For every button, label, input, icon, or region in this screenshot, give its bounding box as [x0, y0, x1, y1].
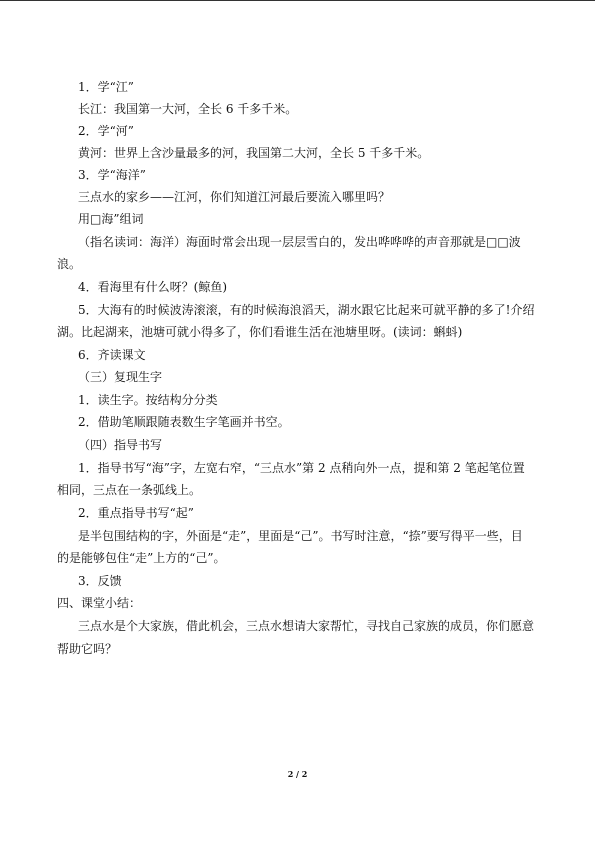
paragraph-line: 四、课堂小结： — [57, 596, 142, 610]
paragraph-line: 2．学“河” — [78, 124, 134, 138]
paragraph-line: （四）指导书写 — [78, 438, 163, 452]
paragraph-line: 1．读生字。按结构分分类 — [78, 393, 218, 407]
paragraph-line: 的是能够包住“走”上方的“己”。 — [57, 551, 226, 565]
paragraph-line: 是半包围结构的字，外面是“走”，里面是“己”。书写时注意，“捺”要写得平一些，目 — [78, 529, 523, 543]
header-rule — [0, 0, 595, 1]
paragraph-line: （三）复现生字 — [78, 370, 163, 384]
paragraph-line: 湖。比起湖来，池塘可就小得多了，你们看谁生活在池塘里呀。(读词：蝌蚪) — [57, 325, 463, 339]
paragraph-line: 相同，三点在一条弧线上。 — [57, 483, 202, 497]
paragraph-line: 2．重点指导书写“起” — [78, 506, 194, 520]
page-number: 2 / 2 — [287, 769, 308, 779]
paragraph-line: 帮助它吗？ — [57, 642, 118, 656]
paragraph-line: 1．指导书写“海”字，左宽右窄，“三点水”第 2 点稍向外一点，提和第 2 笔起笔位置 — [78, 461, 525, 475]
paragraph-line: 三点水的家乡——江河，你们知道江河最后要流入哪里吗？ — [78, 190, 391, 204]
paragraph-line: 黄河：世界上含沙量最多的河，我国第二大河，全长 5 千多千米。 — [78, 146, 430, 160]
paragraph-line: 5．大海有的时候波涛滚滚，有的时候海浪滔天，湖水跟它比起来可就平静的多了!介绍 — [78, 303, 535, 317]
paragraph-line: （指名读词：海洋）海面时常会出现一层层雪白的，发出哗哗哗的声音那就是□□波 — [78, 235, 521, 249]
paragraph-line: 长江：我国第一大河，全长 6 千多千米。 — [78, 102, 298, 116]
paragraph-line: 1．学“江” — [78, 80, 134, 94]
paragraph-line: 浪。 — [57, 257, 82, 271]
paragraph-line: 4．看海里有什么呀？(鲸鱼) — [78, 280, 227, 294]
paragraph-line: 3．学“海洋” — [78, 168, 146, 182]
paragraph-line: 三点水是个大家族，借此机会，三点水想请大家帮忙，寻找自己家族的成员，你们愿意 — [78, 619, 535, 633]
paragraph-line: 3．反馈 — [78, 574, 122, 588]
paragraph-line: 用□海”组词 — [78, 212, 144, 226]
paragraph-line: 6．齐读课文 — [78, 348, 146, 362]
paragraph-line: 2．借助笔顺跟随表数生字笔画并书空。 — [78, 415, 290, 429]
